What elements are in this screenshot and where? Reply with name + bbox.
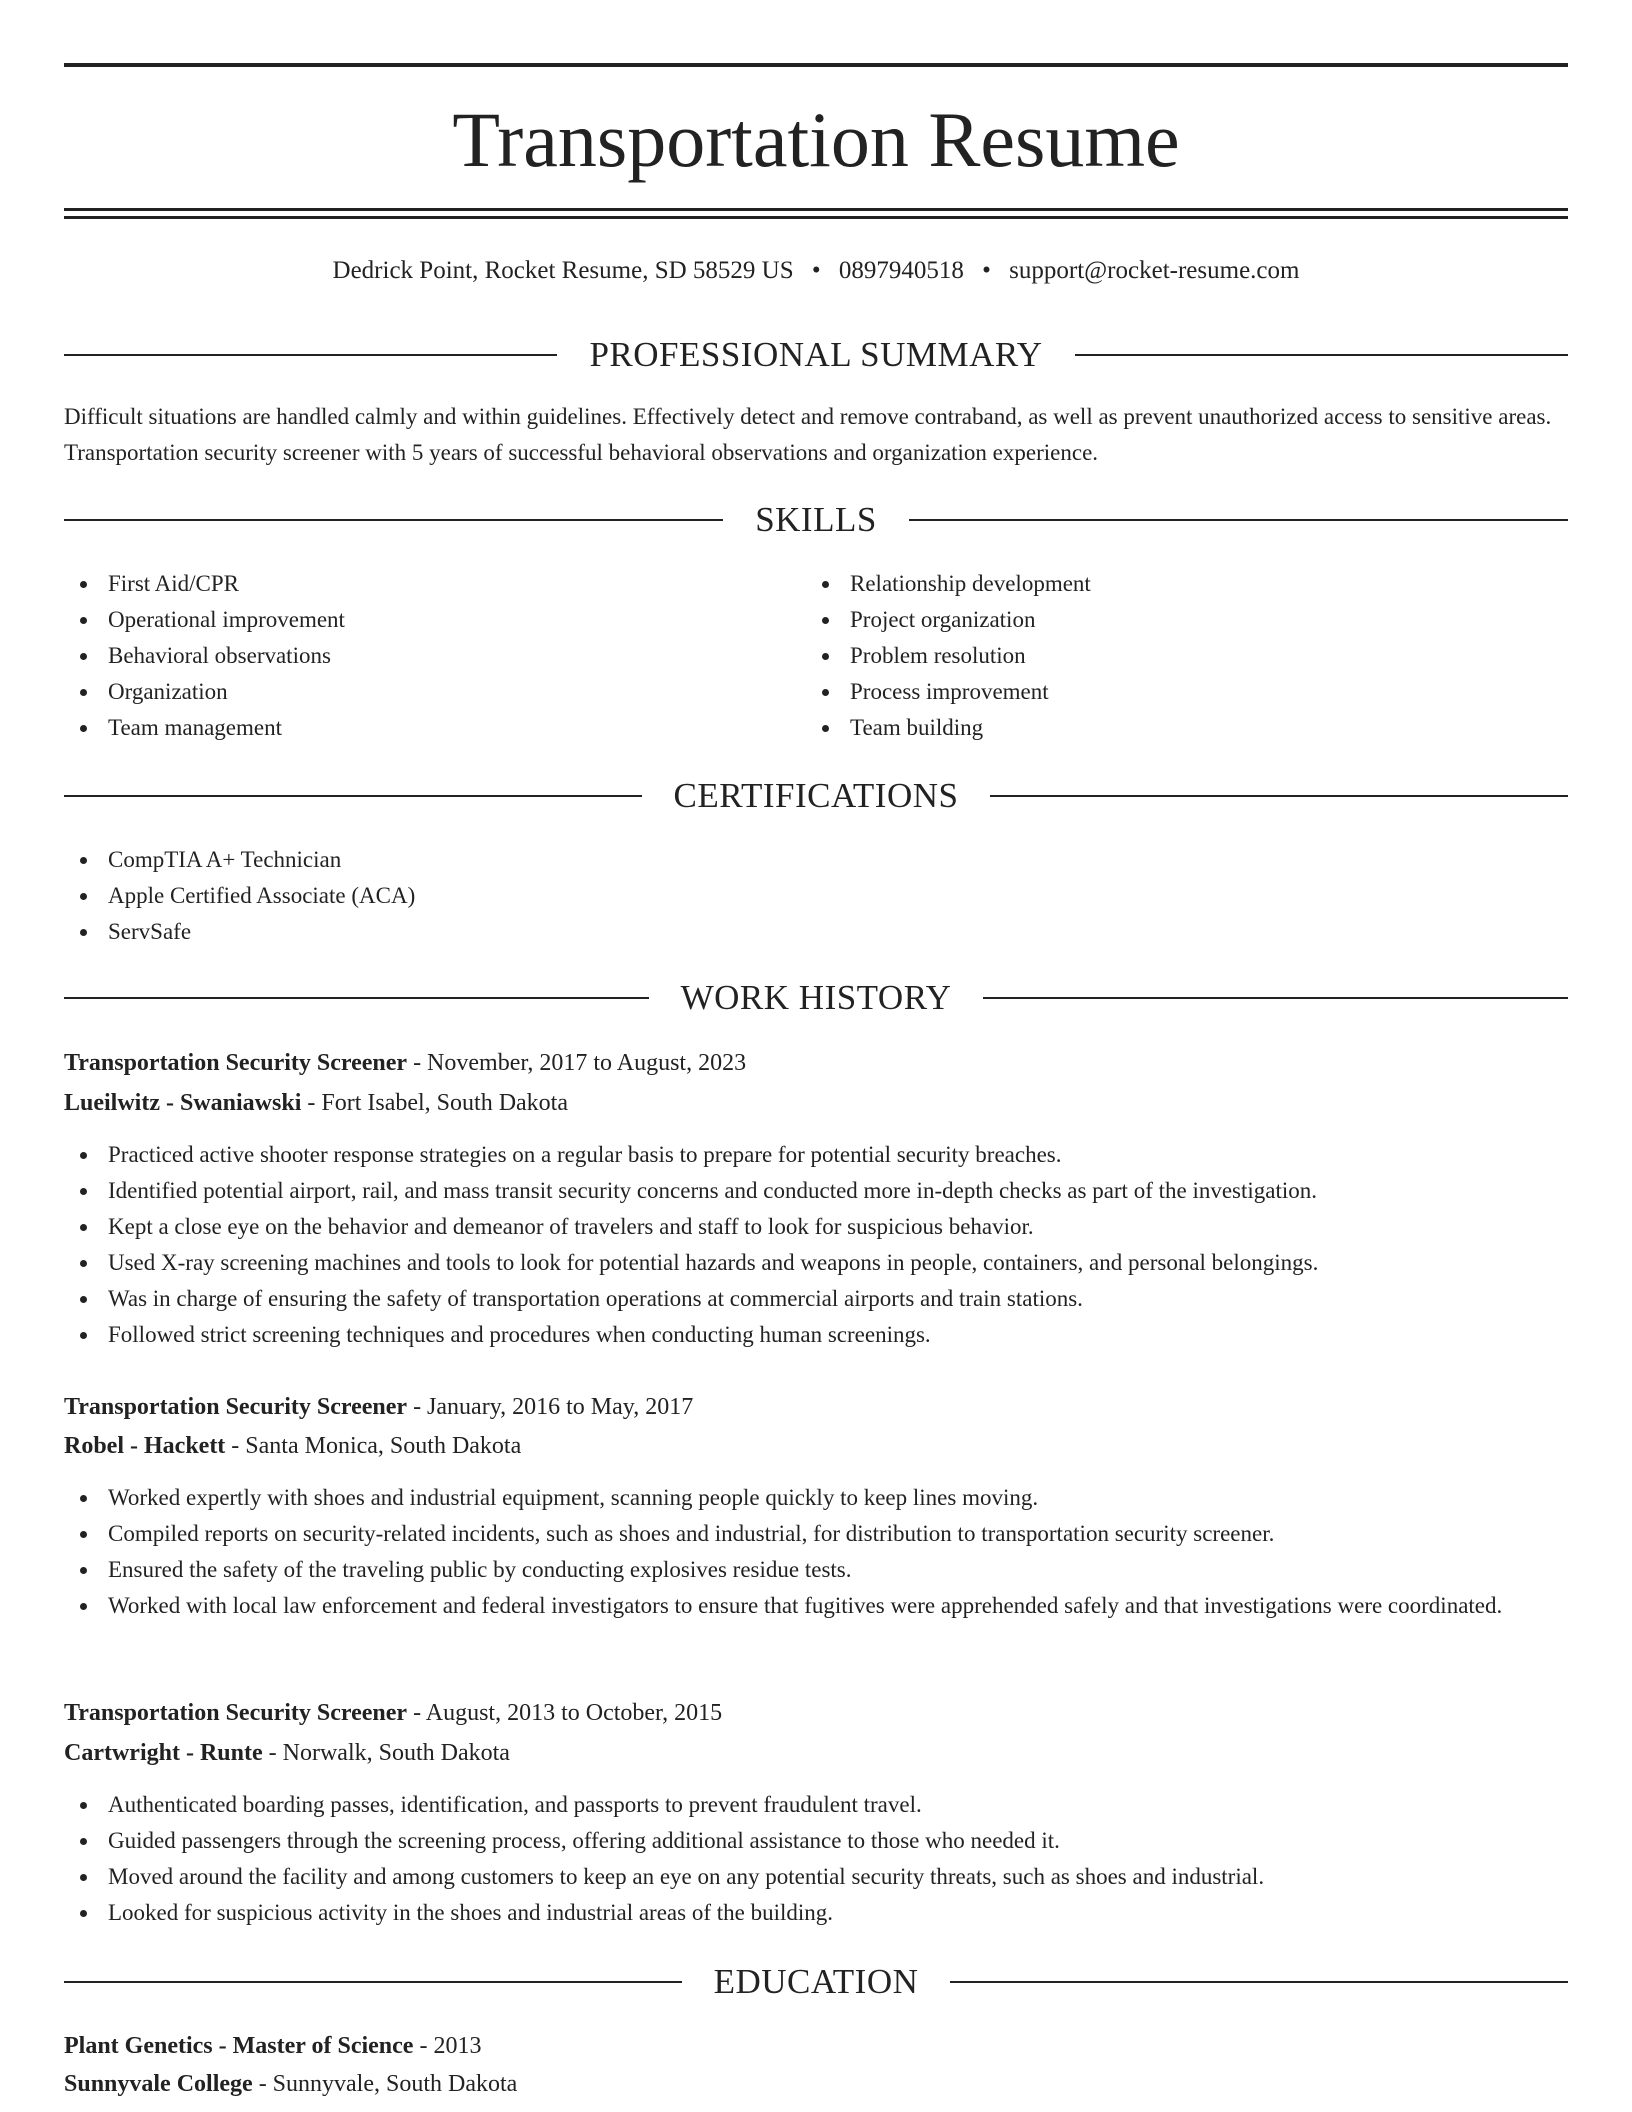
job-duty-item: Compiled reports on security-related incidents, such as shoes and industrial, for distribution to transportation security screener. <box>64 1516 1568 1552</box>
job-location: - Norwalk, South Dakota <box>262 1740 510 1766</box>
education-heading-label: EDUCATION <box>713 1962 919 2001</box>
job-location: - Santa Monica, South Dakota <box>225 1433 522 1459</box>
work-history-heading-label: WORK HISTORY <box>680 978 952 1017</box>
skill-item: Process improvement <box>806 674 1566 710</box>
job-duty-item: Authenticated boarding passes, identification, and passports to prevent fraudulent travel. <box>64 1787 1568 1823</box>
contact-separator: • <box>811 257 821 284</box>
title-double-rule <box>64 208 1568 219</box>
contact-phone: 0897940518 <box>838 257 964 284</box>
skill-item: Team management <box>64 710 804 746</box>
resume-title: Transportation Resume <box>452 96 1180 183</box>
contact-email: support@rocket-resume.com <box>1009 257 1300 284</box>
job-duty-item: Ensured the safety of the traveling public by conducting explosives residue tests. <box>64 1552 1568 1588</box>
certifications-list <box>64 842 1568 950</box>
education-degree: Plant Genetics - Master of Science <box>64 2033 414 2059</box>
contact-address: Dedrick Point, Rocket Resume, SD 58529 US <box>332 257 794 284</box>
certifications-heading-label: CERTIFICATIONS <box>673 776 959 815</box>
education-school: Sunnyvale College <box>64 2071 253 2097</box>
job-duties-list <box>64 1787 1568 1931</box>
job-company-line <box>64 1084 1568 1122</box>
skill-item: Problem resolution <box>806 638 1566 674</box>
education-location: - Sunnyvale, South Dakota <box>252 2071 518 2097</box>
job-company: Cartwright - Runte <box>64 1740 263 1766</box>
skill-item: Team building <box>806 710 1566 746</box>
education-heading <box>64 1962 1568 2002</box>
education-school-line <box>64 2065 1568 2103</box>
certification-item: Apple Certified Associate (ACA) <box>64 878 1568 914</box>
summary-heading <box>64 335 1568 375</box>
skill-item: Behavioral observations <box>64 638 804 674</box>
certifications-heading <box>64 776 1568 816</box>
job-duty-item: Identified potential airport, rail, and mass transit security concerns and conducted more in-depth checks as part of the investigation. <box>64 1173 1568 1209</box>
summary-text: Difficult situations are handled calmly and within guidelines. Effectively detect and remove contraband, as well as prevent unauthorized access to sensitive areas. Transportation security screener with 5 years of successful behavioral observations and organization experience. <box>64 404 1552 465</box>
job-title-line <box>64 1694 1568 1732</box>
certification-item: CompTIA A+ Technician <box>64 842 1568 878</box>
job-duty-item: Kept a close eye on the behavior and demeanor of travelers and staff to look for suspicious behavior. <box>64 1209 1568 1245</box>
job-company: Robel - Hackett <box>64 1433 226 1459</box>
job-title: Transportation Security Screener <box>64 1394 408 1420</box>
job-company-line <box>64 1734 1568 1772</box>
job-duty-item: Worked with local law enforcement and federal investigators to ensure that fugitives were apprehended safely and that investigations were coordinated. <box>64 1588 1568 1624</box>
skill-item: First Aid/CPR <box>64 566 804 602</box>
job-company-line <box>64 1427 1568 1465</box>
job-dates: - November, 2017 to August, 2023 <box>407 1050 747 1076</box>
education-degree-line <box>64 2027 1568 2065</box>
job-duty-item: Moved around the facility and among customers to keep an eye on any potential security threats, such as shoes and industrial. <box>64 1859 1568 1895</box>
job-duty-item: Followed strict screening techniques and procedures when conducting human screenings. <box>64 1317 1568 1353</box>
job-duties-list <box>64 1480 1568 1624</box>
certification-item: ServSafe <box>64 914 1568 950</box>
job-duties-list <box>64 1137 1568 1353</box>
skill-item: Organization <box>64 674 804 710</box>
job-dates: - August, 2013 to October, 2015 <box>407 1700 723 1726</box>
job-title-line <box>64 1044 1568 1082</box>
skills-list-right <box>806 566 1566 746</box>
skills-heading-label: SKILLS <box>755 500 877 539</box>
skill-item: Relationship development <box>806 566 1566 602</box>
skills-list-left <box>64 566 804 746</box>
job-duty-item: Practiced active shooter response strategies on a regular basis to prepare for potential security breaches. <box>64 1137 1568 1173</box>
contact-separator: • <box>982 257 991 284</box>
job-duty-item: Used X-ray screening machines and tools to look for potential hazards and weapons in people, containers, and personal belongings. <box>64 1245 1568 1281</box>
job-duty-item: Looked for suspicious activity in the shoes and industrial areas of the building. <box>64 1895 1568 1931</box>
job-title-line <box>64 1388 1568 1426</box>
top-rule <box>64 63 1568 67</box>
job-title: Transportation Security Screener <box>64 1050 408 1076</box>
contact-line <box>64 254 1568 288</box>
job-title: Transportation Security Screener <box>64 1700 408 1726</box>
skill-item: Operational improvement <box>64 602 804 638</box>
job-duty-item: Guided passengers through the screening process, offering additional assistance to those who needed it. <box>64 1823 1568 1859</box>
work-history-heading <box>64 978 1568 1018</box>
job-dates: - January, 2016 to May, 2017 <box>407 1394 694 1420</box>
job-duty-item: Was in charge of ensuring the safety of transportation operations at commercial airports and train stations. <box>64 1281 1568 1317</box>
job-company: Lueilwitz - Swaniawski <box>64 1090 302 1116</box>
skill-item: Project organization <box>806 602 1566 638</box>
skills-heading <box>64 500 1568 540</box>
education-year: - 2013 <box>413 2033 482 2059</box>
job-duty-item: Worked expertly with shoes and industrial equipment, scanning people quickly to keep lines moving. <box>64 1480 1568 1516</box>
summary-heading-label: PROFESSIONAL SUMMARY <box>589 335 1043 374</box>
job-location: - Fort Isabel, South Dakota <box>301 1090 568 1116</box>
